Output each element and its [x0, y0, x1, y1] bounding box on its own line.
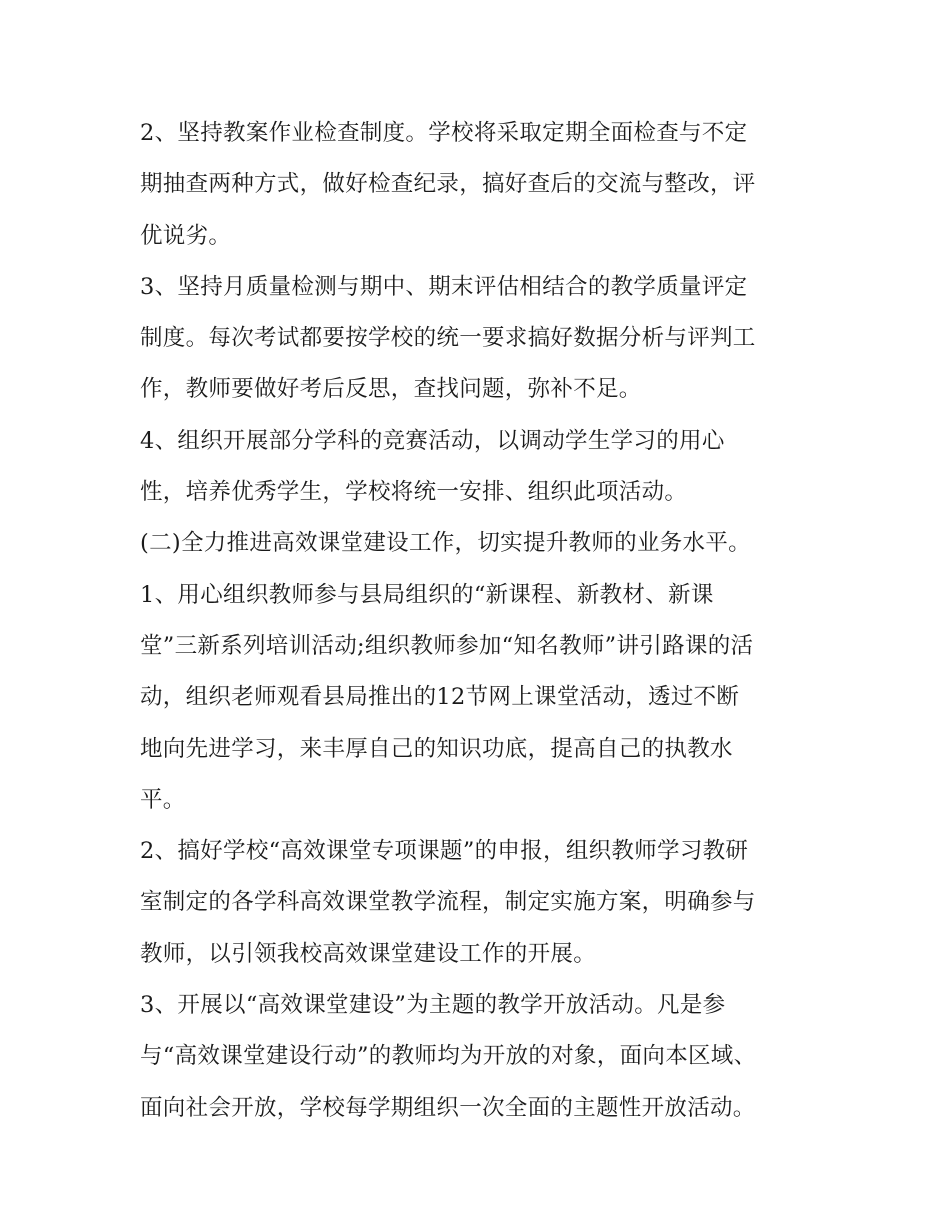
text-line: 优说劣。	[140, 222, 232, 249]
text-line: 制度。每次考试都要按学校的统一要求搞好数据分析与评判工	[140, 325, 756, 352]
section-heading: (二)全力推进高效课堂建设工作，切实提升教师的业务水平。	[140, 530, 751, 557]
text-line: 1、用心组织教师参与县局组织的“新课程、新教材、新课	[140, 581, 714, 608]
text-line: 地向先进学习，来丰厚自己的知识功底，提高自己的执教水	[140, 735, 733, 762]
document-body	[140, 108, 820, 1134]
text-line: 3、坚持月质量检测与期中、期末评估相结合的教学质量评定	[140, 273, 748, 300]
text-line: 性，培养优秀学生，学校将统一安排、组织此项活动。	[140, 479, 688, 506]
text-line: 2、搞好学校“高效课堂专项课题”的申报，组织教师学习教研	[140, 838, 749, 865]
text-line: 室制定的各学科高效课堂教学流程，制定实施方案，明确参与	[140, 889, 756, 916]
text-line: 3、开展以“高效课堂建设”为主题的教学开放活动。凡是参	[140, 992, 726, 1019]
text-line: 期抽查两种方式，做好检查纪录，搞好查后的交流与整改，评	[140, 171, 756, 198]
text-line: 4、组织开展部分学科的竞赛活动，以调动学生学习的用心	[140, 427, 725, 454]
text-line: 2、坚持教案作业检查制度。学校将采取定期全面检查与不定	[140, 120, 748, 146]
text-line: 作，教师要做好考后反思，查找问题，弥补不足。	[140, 376, 642, 403]
text-line: 与“高效课堂建设行动”的教师均为开放的对象，面向本区域、	[140, 1043, 757, 1070]
text-line: 堂”三新系列培训活动;组织教师参加“知名教师”讲引路课的活	[140, 632, 754, 659]
text-line: 教师，以引领我校高效课堂建设工作的开展。	[140, 940, 597, 967]
text-line: 平。	[140, 786, 186, 813]
text-line: 面向社会开放，学校每学期组织一次全面的主题性开放活动。	[140, 1094, 756, 1121]
text-line: 动，组织老师观看县局推出的12节网上课堂活动，透过不断	[140, 684, 740, 711]
